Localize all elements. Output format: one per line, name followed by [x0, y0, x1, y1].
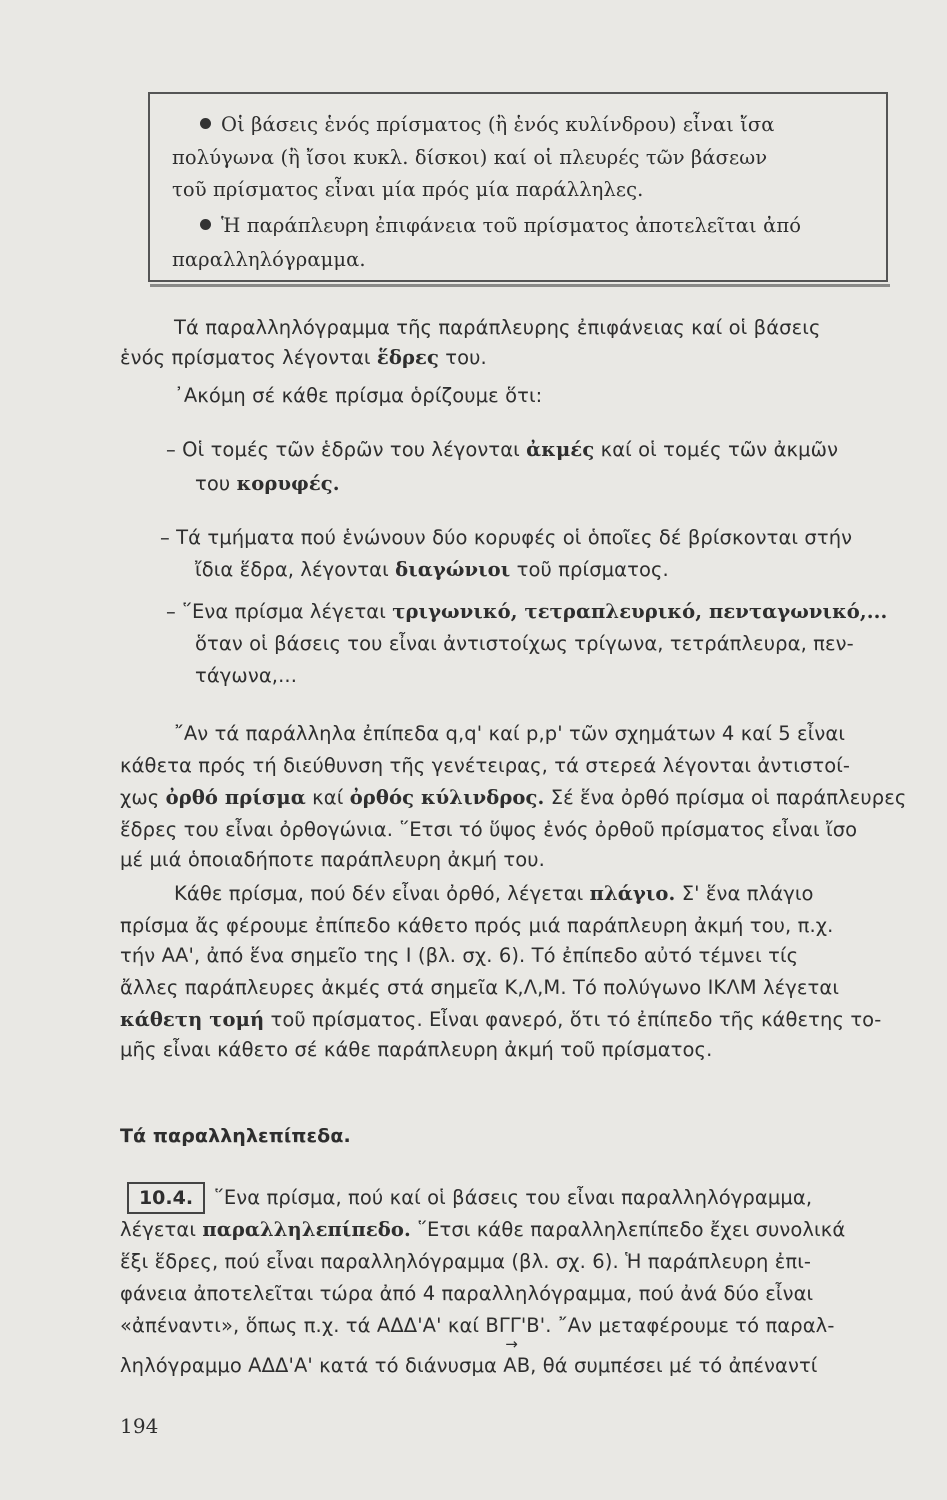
section-line-1: ῞Ενα πρίσμα, πού καί οἱ βάσεις του εἶναι παραλληλόγραμμα,: [214, 1186, 813, 1209]
section-line-5: «ἀπέναντι», ὅπως π.χ. τά ΑΔΔ'Α' καί ΒΓΓ'Β'. ῎Αν μεταφέρουμε τό παραλ-: [120, 1314, 835, 1337]
summary-box-shadow: [150, 284, 890, 287]
list-item-3-line-2: ὅταν οἱ βάσεις του εἶναι ἀντιστοίχως τρίγωνα, τετράπλευρα, πεν-: [195, 632, 854, 655]
vector-ab: → ΑΒ: [503, 1352, 530, 1380]
summary-line-3: τοῦ πρίσματος εἶναι μία πρός μία παράλληλες.: [172, 178, 644, 201]
paragraph-3-line-4: ἕδρες του εἶναι ὀρθογώνια. ῞Ετσι τό ὕψος ἑνός ὀρθοῦ πρίσματος εἶναι ἴσο: [120, 818, 858, 841]
summary-line-1: Οἱ βάσεις ἑνός πρίσματος (ἢ ἑνός κυλίνδρου) εἶναι ἴσα: [200, 111, 775, 139]
list-item-1-line-2: του κορυφές.: [195, 472, 340, 495]
paragraph-4-line-3: τήν ΑΑ', ἀπό ἕνα σημεῖο της Ι (βλ. σχ. 6). Τό ἐπίπεδο αὐτό τέμνει τίς: [120, 944, 799, 967]
bullet-icon: [200, 118, 211, 129]
paragraph-2: ᾿Ακόμη σέ κάθε πρίσμα ὁρίζουμε ὅτι:: [174, 384, 543, 407]
paragraph-4-line-6: μῆς εἶναι κάθετο σέ κάθε παράπλευρη ἀκμή τοῦ πρίσματος.: [120, 1038, 713, 1061]
bullet-icon: [200, 219, 211, 230]
paragraph-4-line-4: ἄλλες παράπλευρες ἀκμές στά σημεῖα Κ,Λ,Μ. Τό πολύγωνο ΙΚΛΜ λέγεται: [120, 976, 840, 999]
summary-line-4: Ἡ παράπλευρη ἐπιφάνεια τοῦ πρίσματος ἀποτελεῖται ἀπό: [200, 212, 801, 240]
section-line-4: φάνεια ἀποτελεῖται τώρα ἀπό 4 παραλληλόγραμμα, πού ἀνά δύο εἶναι: [120, 1282, 814, 1305]
page-number: 194: [120, 1414, 159, 1438]
paragraph-1-line-2: ἑνός πρίσματος λέγονται ἕδρες του.: [120, 346, 487, 369]
list-item-2-line-1: – Τά τμήματα πού ἑνώνουν δύο κορυφές οἱ ὁποῖες δέ βρίσκονται στήν: [160, 526, 853, 549]
section-line-6: ληλόγραμμο ΑΔΔ'Α' κατά τό διάνυσμα → ΑΒ, θά συμπέσει μέ τό ἀπέναντί: [120, 1352, 818, 1380]
list-item-3-line-1: – ῞Ενα πρίσμα λέγεται τριγωνικό, τετραπλευρικό, πενταγωνικό,...: [166, 600, 888, 623]
list-item-1-line-1: – Οἱ τομές τῶν ἑδρῶν του λέγονται ἀκμές καί οἱ τομές τῶν ἀκμῶν: [166, 438, 839, 461]
list-item-3-line-3: τάγωνα,...: [195, 664, 298, 687]
section-line-2: λέγεται παραλληλεπίπεδο. ῞Ετσι κάθε παραλληλεπίπεδο ἔχει συνολικά: [120, 1218, 846, 1241]
paragraph-3-line-5: μέ μιά ὁποιαδήποτε παράπλευρη ἀκμή του.: [120, 848, 545, 871]
section-number: 10.4.: [127, 1182, 205, 1214]
section-line-3: ἕξι ἕδρες, πού εἶναι παραλληλόγραμμα (βλ. σχ. 6). Ἡ παράπλευρη ἐπι-: [120, 1250, 812, 1273]
paragraph-3-line-1: ῎Αν τά παράλληλα ἐπίπεδα q,q' καί p,p' τῶν σχημάτων 4 καί 5 εἶναι: [174, 722, 846, 745]
paragraph-4-line-2: πρίσμα ἄς φέρουμε ἐπίπεδο κάθετο πρός μιά παράπλευρη ἀκμή του, π.χ.: [120, 914, 834, 937]
paragraph-4-line-5: κάθετη τομή τοῦ πρίσματος. Εἶναι φανερό, ὅτι τό ἐπίπεδο τῆς κάθετης το-: [120, 1008, 882, 1031]
summary-line-2: πολύγωνα (ἢ ἴσοι κυκλ. δίσκοι) καί οἱ πλευρές τῶν βάσεων: [172, 146, 768, 169]
summary-line-5: παραλληλόγραμμα.: [172, 248, 366, 271]
paragraph-4-line-1: Κάθε πρίσμα, πού δέν εἶναι ὀρθό, λέγεται πλάγιο. Σ' ἕνα πλάγιο: [174, 882, 814, 905]
paragraph-3-line-3: χως ὀρθό πρίσμα καί ὀρθός κύλινδρος. Σέ ἕνα ὀρθό πρίσμα οἱ παράπλευρες: [120, 786, 907, 809]
paragraph-1-line-1: Τά παραλληλόγραμμα τῆς παράπλευρης ἐπιφάνειας καί οἱ βάσεις: [174, 316, 821, 339]
section-heading: Τά παραλληλεπίπεδα.: [120, 1125, 351, 1147]
list-item-2-line-2: ἴδια ἕδρα, λέγονται διαγώνιοι τοῦ πρίσματος.: [195, 558, 669, 581]
paragraph-3-line-2: κάθετα πρός τή διεύθυνση τῆς γενέτειρας, τά στερεά λέγονται ἀντιστοί-: [120, 754, 851, 777]
